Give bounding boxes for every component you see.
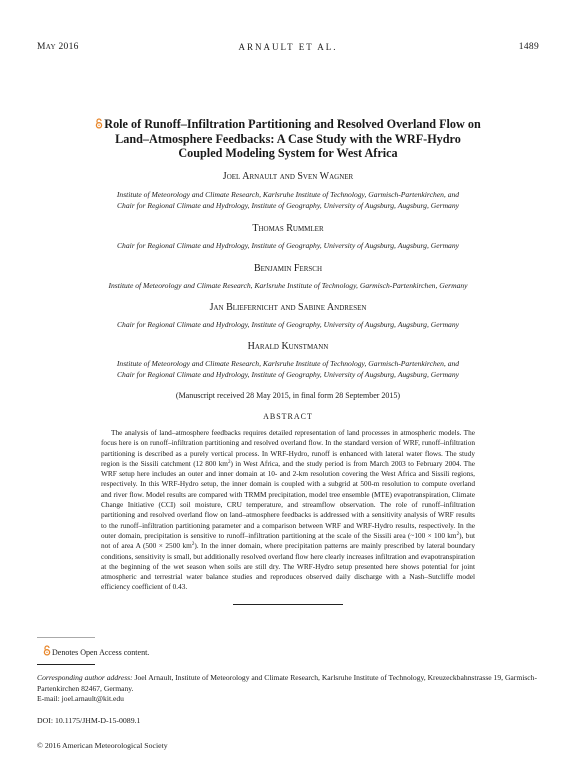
correspondence-email: E-mail: joel.arnault@kit.edu bbox=[37, 694, 124, 703]
correspondence: Corresponding author address: Joel Arnault, Institute of Meteorology and Climate Research, Karlsruhe Institute of Technology, Kreuzeckbahnstrasse 19, Garmisch-Partenkirchen 82467, Germany. E-mail: joel.arnault@kit.edu bbox=[37, 673, 538, 703]
footnote-divider bbox=[37, 664, 95, 665]
running-header-authors: ARNAULT ET AL. bbox=[238, 42, 338, 52]
author-affiliation: Chair for Regional Climate and Hydrology, Institute of Geography, University of Augsburg, Augsburg, Germany bbox=[116, 320, 460, 329]
title-line-2: Land–Atmosphere Feedbacks: A Case Study with the WRF-Hydro bbox=[115, 131, 461, 146]
author-affiliation: Chair for Regional Climate and Hydrology, Institute of Geography, University of Augsburg, Augsburg, Germany bbox=[116, 241, 460, 250]
correspondence-label: Corresponding author address: bbox=[37, 673, 133, 682]
page-number: 1489 bbox=[518, 42, 539, 52]
author-affiliation: Institute of Meteorology and Climate Research, Karlsruhe Institute of Technology, Garmisch-Partenkirchen, and Chair for Regional Climate and Hydrology, Institute of Geography, University of Augsburg, Augsburg, Germany bbox=[116, 190, 460, 210]
open-access-note: Denotes Open Access content. bbox=[53, 645, 149, 657]
author-names: Joel Arnault and Sven Wagner bbox=[222, 171, 354, 182]
author-names: Benjamin Fersch bbox=[253, 263, 322, 274]
open-access-icon bbox=[43, 645, 51, 656]
paper-title bbox=[60, 117, 516, 161]
footnote-divider bbox=[37, 637, 95, 638]
copyright: © 2016 American Meteorological Society bbox=[37, 741, 168, 750]
abstract-end-rule bbox=[233, 604, 343, 605]
title-line-1: Role of Runoff–Infiltration Partitioning and Resolved Overland Flow on bbox=[104, 117, 481, 131]
title-line-3: Coupled Modeling System for West Africa bbox=[178, 146, 398, 160]
manuscript-received: (Manuscript received 28 May 2015, in final form 28 September 2015) bbox=[175, 391, 401, 400]
doi: DOI: 10.1175/JHM-D-15-0089.1 bbox=[37, 716, 141, 725]
author-names: Harald Kunstmann bbox=[247, 341, 329, 352]
author-affiliation: Institute of Meteorology and Climate Research, Karlsruhe Institute of Technology, Garmisch-Partenkirchen, and Chair for Regional Climate and Hydrology, Institute of Geography, University of Augsburg, Augsburg, Germany bbox=[116, 359, 460, 379]
abstract-body: The analysis of land–atmosphere feedbacks requires detailed representation of land processes in atmospheric models. The focus here is on runoff–infiltration partitioning and resolved overland flow. In the standard version of WRF, runoff–infiltration partitioning is described as a purely vertical process. In WRF-Hydro, runoff is enhanced with lateral water flows. The study region is the Sissili catchment (12 800 $km^2$) in West Africa, and the study period is from March 2003 to February 2004. The WRF setup here includes an outer and inner domain at 10- and 2-km resolution covering the West Africa and Sissili regions, respectively. In this WRF-Hydro setup, the inner domain is coupled with a subgrid at 500-m resolution to compute overland and river flow. Model results are compared with TRMM precipitation, model tree ensemble (MTE) evapotranspiration, Climate Change Initiative (CCI) soil moisture, CRU temperature, and streamflow observation. The role of runoff–infiltration partitioning and resolved overland flow on land–atmosphere feedbacks is addressed with a sensitivity analysis of WRF results to the runoff–infiltration partitioning parameter and a comparison between WRF and WRF-Hydro results, respectively. In the outer domain, precipitation is sensitive to runoff–infiltration partitioning at the scale of the Sissili area (~100 × 100 $km^2$), but not of area A (500 × 2500 $km^2$). In the inner domain, where precipitation patterns are mainly prescribed by lateral boundary conditions, sensitivity is small, but additionally resolved overland flow here clearly increases infiltration and evapotranspiration at the beginning of the wet season when soils are still dry. The WRF-Hydro setup presented here shows potential for joint atmospheric and terrestrial water balance studies and reproduces observed daily discharge with a Nash–Sutcliffe model efficiency coefficient of 0.43. bbox=[101, 428, 475, 592]
running-header-date: May 2016 bbox=[37, 42, 79, 52]
author-names: Thomas Rummler bbox=[252, 223, 324, 234]
open-access-icon bbox=[95, 118, 103, 129]
author-names: Jan Bliefernicht and Sabine Andresen bbox=[209, 302, 367, 313]
abstract-heading: ABSTRACT bbox=[263, 412, 313, 421]
author-affiliation: Institute of Meteorology and Climate Research, Karlsruhe Institute of Technology, Garmisch-Partenkirchen, Germany bbox=[108, 281, 468, 290]
